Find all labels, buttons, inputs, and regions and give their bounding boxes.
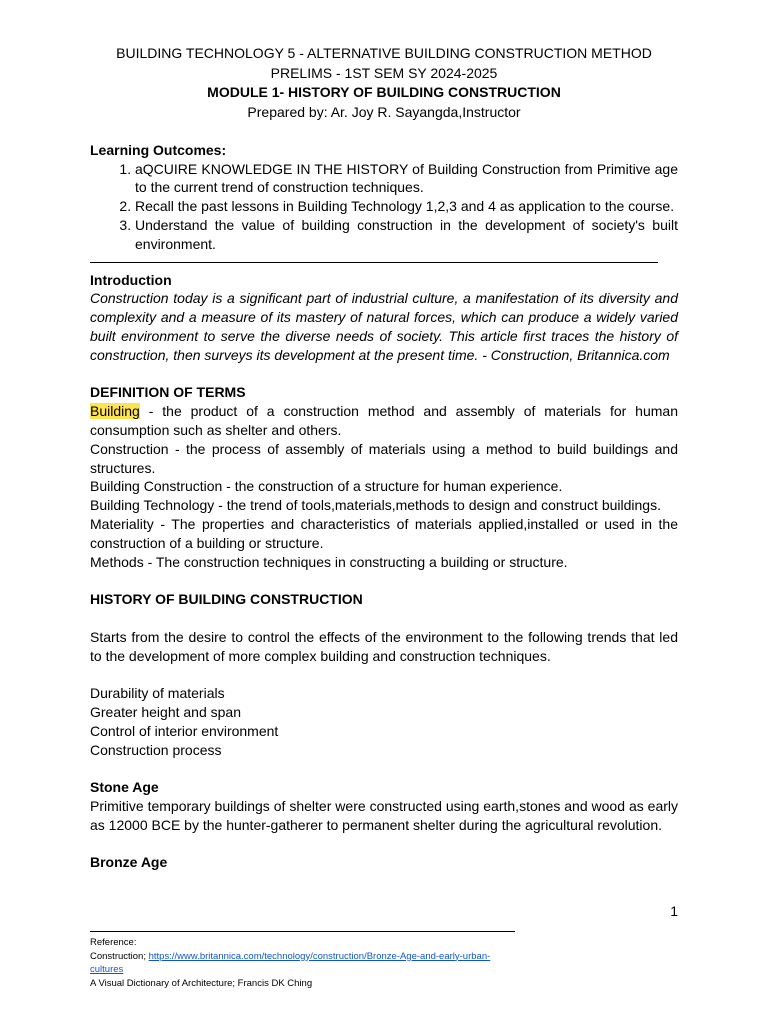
- trend-item: Greater height and span: [90, 703, 241, 720]
- term-line: PRELIMS - 1ST SEM SY 2024-2025: [270, 64, 498, 81]
- definition-construction: Construction - the process of assembly of materials using a method to build buildings and structures.: [90, 440, 678, 476]
- history-heading: HISTORY OF BUILDING CONSTRUCTION: [90, 591, 363, 608]
- definition-building-construction: Building Construction - the construction of a structure for human experience.: [90, 478, 563, 495]
- definitions-heading: DEFINITION OF TERMS: [90, 384, 246, 401]
- trend-item: Control of interior environment: [90, 722, 279, 739]
- stone-age-heading: Stone Age: [90, 779, 159, 796]
- trend-item: Construction process: [90, 741, 222, 758]
- list-item: 2. Recall the past lessons in Building Technology 1,2,3 and 4 as application to the course.: [135, 197, 678, 216]
- list-item: 1. aQCUIRE KNOWLEDGE IN THE HISTORY of Building Construction from Primitive age to the current trend of construction techniques.: [135, 160, 678, 198]
- module-title: MODULE 1- HISTORY OF BUILDING CONSTRUCTION: [207, 84, 561, 100]
- introduction-heading: Introduction: [90, 271, 172, 288]
- reference-2: A Visual Dictionary of Architecture; Francis DK Ching: [90, 977, 313, 989]
- stone-age-text: Primitive temporary buildings of shelter were constructed using earth,stones and wood as early as 12000 BCE by the hunter-gatherer to permanent shelter during the agricultural revolution.: [90, 797, 678, 833]
- definition-materiality: Materiality - The properties and characteristics of materials applied,installed or used in the construction of a building or structure.: [90, 515, 678, 551]
- footer-divider: [90, 931, 515, 932]
- highlighted-term: Building: [90, 403, 140, 420]
- list-item: 3. Understand the value of building construction in the development of society's built environment.: [135, 216, 678, 254]
- bronze-age-heading: Bronze Age: [90, 854, 168, 871]
- introduction-text: Construction today is a significant part of industrial culture, a manifestation of its diversity and complexity and a measure of its mastery of natural forces, which can produce a widely varied built environment to serve the diverse needs of society. This article first traces the history of construction, then surveys its development at the present time. - Construction, Britannica.com: [90, 290, 678, 363]
- reference-prefix: Construction;: [90, 950, 149, 962]
- learning-outcomes-heading: Learning Outcomes:: [90, 141, 227, 158]
- definition-building: [90, 402, 678, 440]
- prepared-by: Prepared by: Ar. Joy R. Sayangda,Instructor: [247, 103, 521, 120]
- reference-1: [90, 950, 515, 977]
- definition-methods: Methods - The construction techniques in constructing a building or structure.: [90, 553, 568, 570]
- course-title: BUILDING TECHNOLOGY 5 - ALTERNATIVE BUILDING CONSTRUCTION METHOD: [116, 45, 652, 61]
- footer: [90, 931, 515, 990]
- definition-text: - the product of a construction method and assembly of materials for human consumption such as shelter and others.: [90, 403, 678, 438]
- reference-label: Reference:: [90, 937, 137, 948]
- page-number: 1: [670, 903, 678, 919]
- definition-building-technology: Building Technology - the trend of tools,materials,methods to design and construct buildings.: [90, 497, 661, 514]
- trend-item: Durability of materials: [90, 685, 225, 702]
- history-intro: Starts from the desire to control the effects of the environment to the following trends that led to the development of more complex building and construction techniques.: [90, 628, 678, 664]
- document-body: [90, 44, 678, 872]
- reference-link[interactable]: https://www.britannica.com/technology/construction/Bronze-Age-and-early-urban-cultures: [90, 950, 491, 975]
- learning-outcomes-list: [90, 160, 678, 254]
